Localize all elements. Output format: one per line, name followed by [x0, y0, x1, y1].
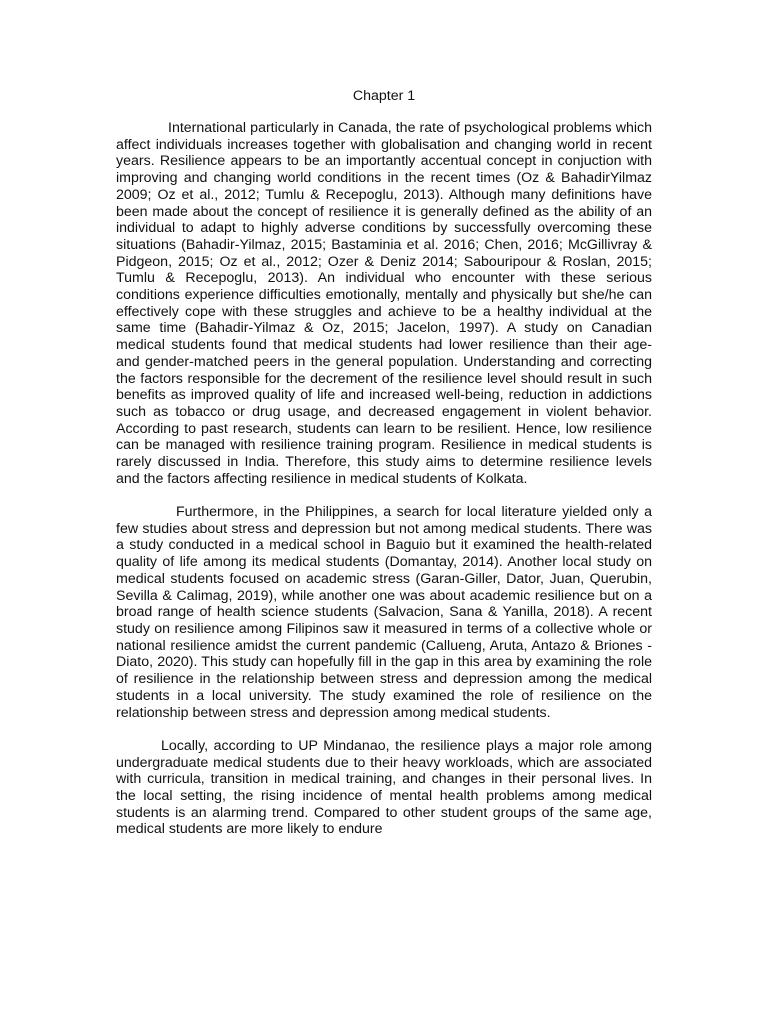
paragraph-up-mindanao: Locally, according to UP Mindanao, the resilience plays a major role among undergraduate medical students due to their heavy workloads, which are associated with curricula, transition in medical training, and changes in their personal lives. In the local setting, the rising incidence of mental health problems among medical students is an alarming trend. Compared to other student groups of the same age, medical students are more likely to endure: [116, 737, 652, 838]
paragraph-philippines-literature: Furthermore, in the Philippines, a search for local literature yielded only a few studies about stress and depression but not among medical students. There was a study conducted in a medical school in Baguio but it examined the health-related quality of life among its medical students (Domantay, 2014). Another local study on medical students focused on academic stress (Garan-Giller, Dator, Juan, Querubin, Sevilla & Calimag, 2019), while another one was about academic resilience but on a broad range of health science students (Salvacion, Sana & Yanilla, 2018). A recent study on resilience among Filipinos saw it measured in terms of a collective whole or national resilience amidst the current pandemic (Callueng, Aruta, Antazo & Briones - Diato, 2020). This study can hopefully fill in the gap in this area by examining the role of resilience in the relationship between stress and depression among the medical students in a local university. The study examined the role of resilience on the relationship between stress and depression among medical students.: [116, 504, 652, 721]
document-page: [116, 86, 652, 855]
chapter-title: Chapter 1: [352, 88, 416, 104]
paragraph-canada-resilience: International particularly in Canada, the rate of psychological problems which affect individuals increases together with globalisation and changing world in recent years. Resilience appears to be an importantly accentual concept in conjuction with improving and changing world conditions in the recent times (Oz & BahadirYilmaz 2009; Oz et al., 2012; Tumlu & Recepoglu, 2013). Although many definitions have been made about the concept of resilience it is generally defined as the ability of an individual to adapt to highly adverse conditions by successfully overcoming these situations (Bahadir-Yilmaz, 2015; Bastaminia et al. 2016; Chen, 2016; McGillivray & Pidgeon, 2015; Oz et al., 2012; Ozer & Deniz 2014; Sabouripour & Roslan, 2015; Tumlu & Recepoglu, 2013). An individual who encounter with these serious conditions experience difficulties emotionally, mentally and physically but she/he can effectively cope with these struggles and achieve to be a healthy individual at the same time (Bahadir-Yilmaz & Oz, 2015; Jacelon, 1997). A study on Canadian medical students found that medical students had lower resilience than their age- and gender-matched peers in the general population. Understanding and correcting the factors responsible for the decrement of the resilience level should result in such benefits as improved quality of life and increased well-being, reduction in addictions such as tobacco or drug usage, and decreased engagement in violent behavior. According to past research, students can learn to be resilient. Hence, low resilience can be managed with resilience training program. Resilience in medical students is rarely discussed in India. Therefore, this study aims to determine resilience levels and the factors affecting resilience in medical students of Kolkata.: [116, 120, 652, 487]
